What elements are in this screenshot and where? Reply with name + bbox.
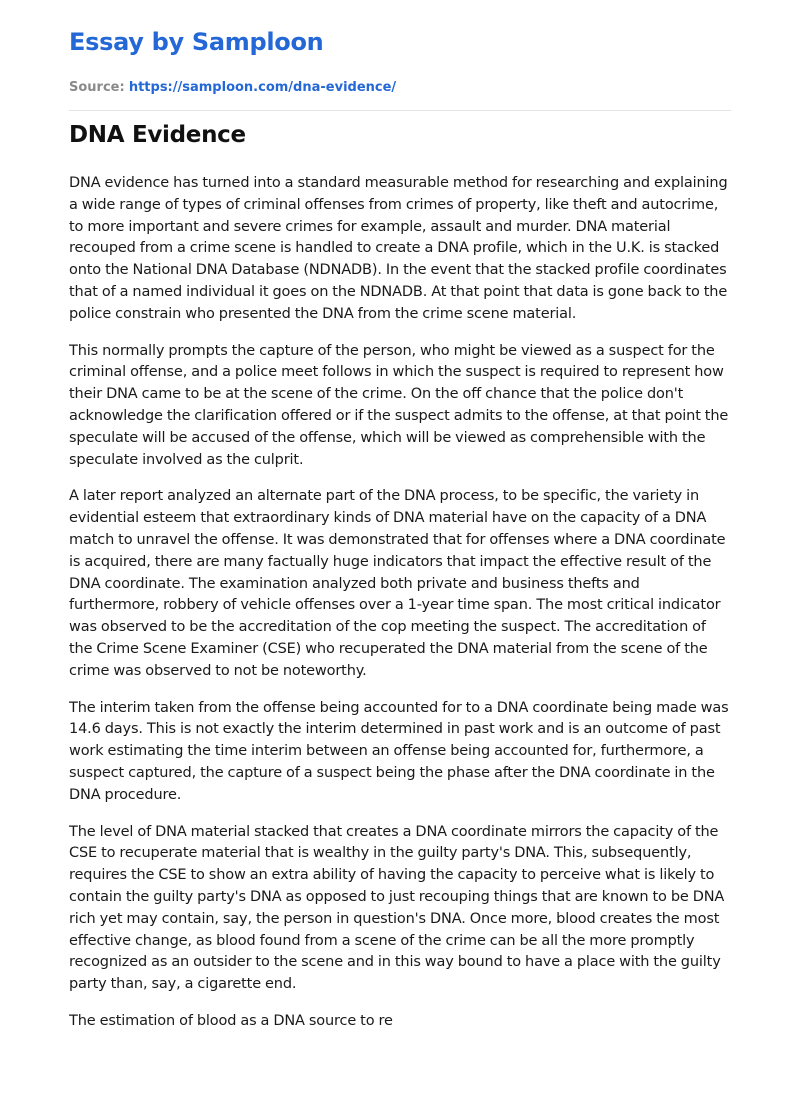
source-line [69, 80, 396, 95]
paragraph-3: A later report analyzed an alternate part of the DNA process, to be specific, the variety in evidential esteem that extraordinary kinds of DNA material have on the capacity of a DNA match to unravel the offense. It was demonstrated that for offenses where a DNA coordinate is acquired, there are many factually huge indicators that impact the effective result of the DNA coordinate. The examination analyzed both private and business thefts and furthermore, robbery of vehicle offenses over a 1-year time span. The most critical indicator was observed to be the accreditation of the cop meeting the suspect. The accreditation of the Crime Scene Examiner (CSE) who recuperated the DNA material from the scene of the crime was observed to not be noteworthy. [69, 488, 726, 679]
paragraph-1: DNA evidence has turned into a standard measurable method for researching and explaining a wide range of types of criminal offenses from crimes of property, like theft and autocrime, to more important and severe crimes for example, assault and murder. DNA material recouped from a crime scene is handled to create a DNA profile, which in the U.K. is stacked onto the National DNA Database (NDNADB). In the event that the stacked profile coordinates that of a named individual it goes on the NDNADB. At that point that data is gone back to the police constrain who presented the DNA from the crime scene material. [69, 175, 728, 322]
paragraph-6: The estimation of blood as a DNA source to re [69, 1012, 393, 1029]
paragraph-5: The level of DNA material stacked that creates a DNA coordinate mirrors the capacity of the CSE to recuperate material that is wealthy in the guilty party's DNA. This, subsequently, requires the CSE to show an extra ability of having the capacity to perceive what is likely to contain the guilty party's DNA as opposed to just recouping things that are known to be DNA rich yet may contain, say, the person in question's DNA. Once more, blood creates the most effective change, as blood found from a scene of the crime can be all the more promptly recognized as an outsider to the scene and in this way bound to have a place with the guilty party than, say, a cigarette end. [69, 823, 725, 993]
source-label: Source: [69, 80, 125, 95]
article-body [69, 173, 731, 1048]
paragraph-2: This normally prompts the capture of the person, who might be viewed as a suspect for the criminal offense, and a police meet follows in which the suspect is required to represent how their DNA came to be at the scene of the crime. On the off chance that the police don't acknowledge the clarification offered or if the suspect admits to the offense, at that point the speculate will be accused of the offense, which will be viewed as comprehensible with the speculate involved as the culprit. [69, 342, 729, 468]
essay-page [69, 0, 731, 1119]
header-divider [69, 110, 731, 111]
site-brand[interactable]: Essay by Samploon [69, 28, 324, 56]
article-title: DNA Evidence [69, 122, 246, 148]
source-link[interactable]: https://samploon.com/dna-evidence/ [128, 80, 397, 95]
paragraph-4: The interim taken from the offense being accounted for to a DNA coordinate being made was 14.6 days. This is not exactly the interim determined in past work and is an outcome of past work estimating the time interim between an offense being accounted for, furthermore, a suspect captured, the capture of a suspect being the phase after the DNA coordinate in the DNA procedure. [69, 699, 729, 803]
